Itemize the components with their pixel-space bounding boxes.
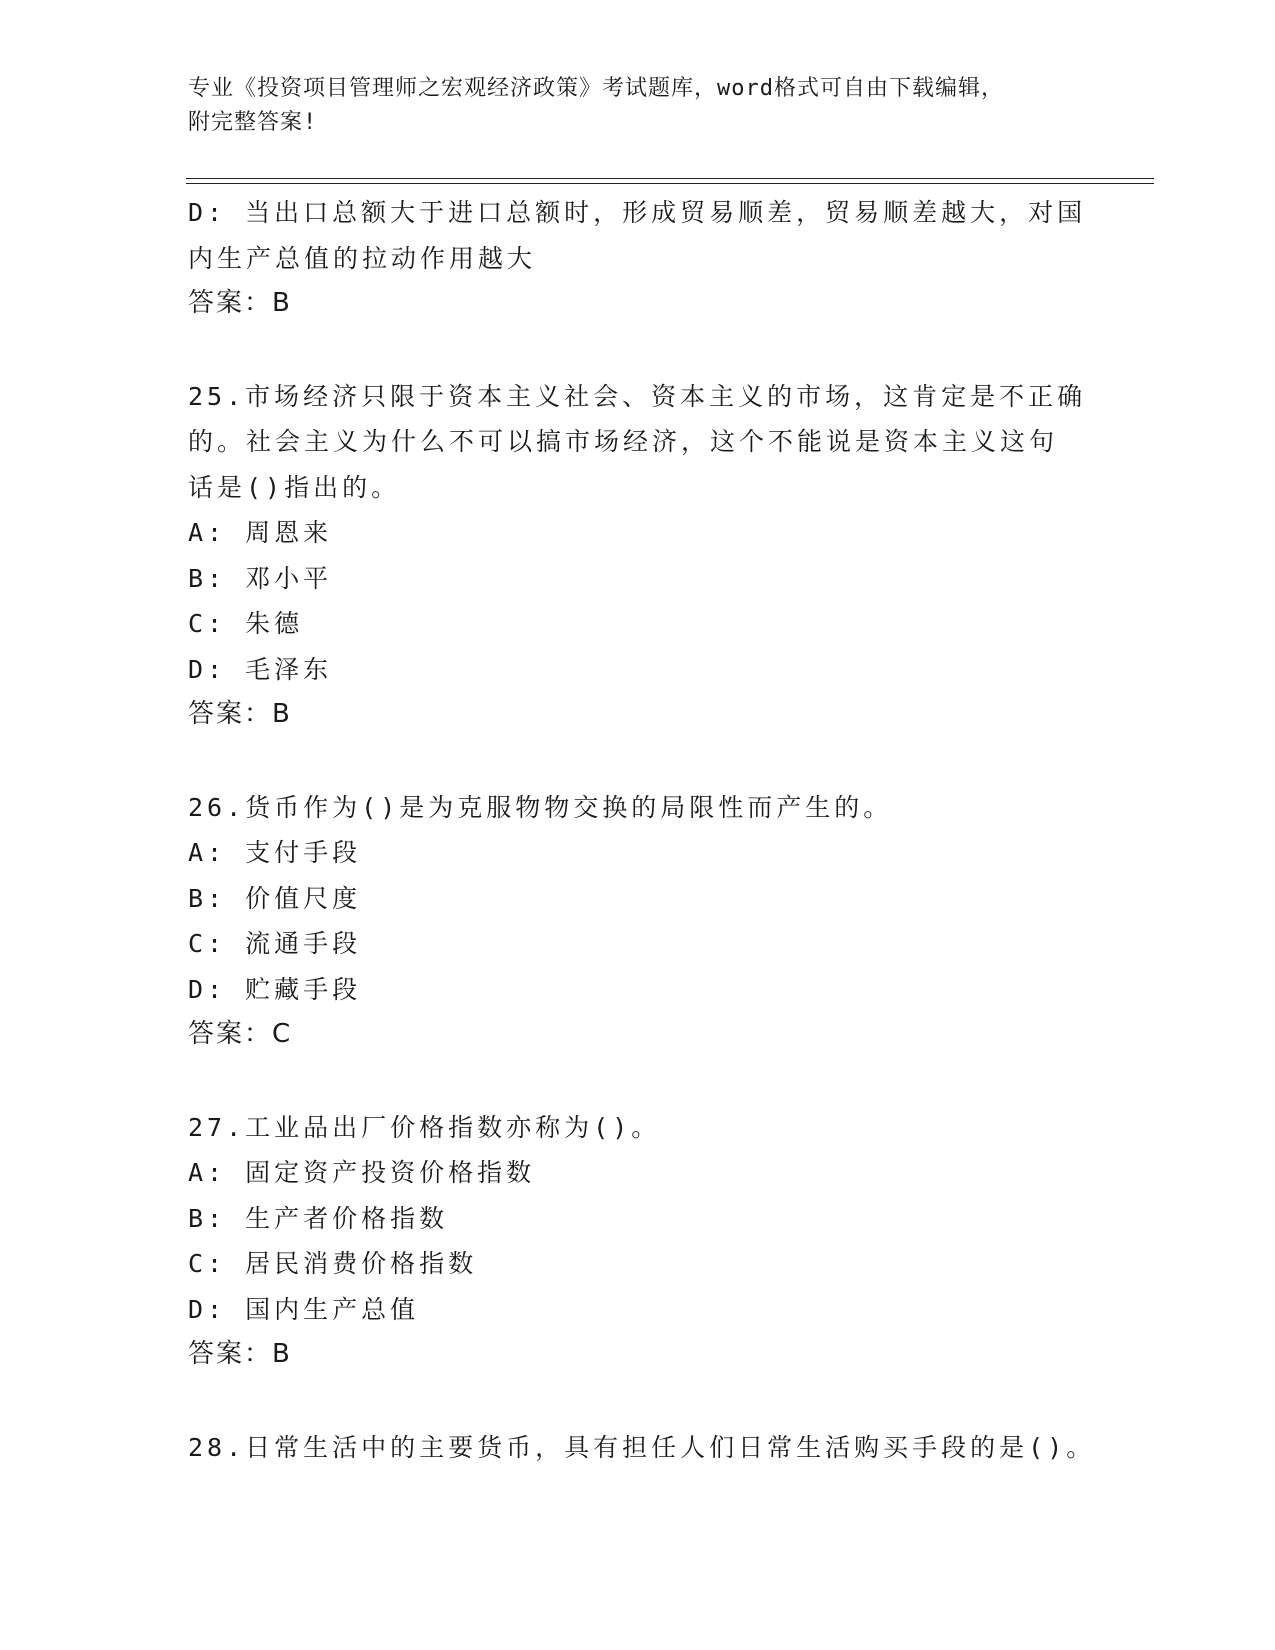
option-d: D: 国内生产总值: [188, 1294, 420, 1324]
spacer: [188, 327, 1088, 374]
spacer: [188, 1378, 1088, 1425]
answer-label: 答案：C: [188, 1019, 293, 1049]
option-a: A: 周恩来: [188, 518, 333, 547]
option-b: B: 价值尺度: [188, 883, 362, 913]
answer-label: 答案：B: [188, 699, 292, 729]
option-d: D: 毛泽东: [188, 654, 333, 684]
option-c: C: 居民消费价格指数: [188, 1249, 478, 1278]
question-text-line-1: 26.货币作为()是为克服物物交换的局限性而产生的。: [188, 792, 893, 822]
option-d-line-2: 内生产总值的拉动作用越大: [188, 243, 537, 273]
spacer: [188, 1058, 1088, 1105]
answer-label: 答案：B: [188, 288, 292, 318]
question-text-line-1: 28.日常生活中的主要货币，具有担任人们日常生活购买手段的是()。: [188, 1432, 1096, 1462]
question-text-line-2: 的。社会主义为什么不可以搞市场经济，这个不能说是资本主义这句: [188, 427, 1059, 456]
spacer: [188, 738, 1088, 785]
question-text-line-1: 27.工业品出厂价格指数亦称为()。: [188, 1112, 661, 1142]
question-25: [188, 374, 1088, 738]
question-list: [188, 190, 1096, 1470]
question-28: [188, 1425, 1096, 1471]
header-divider-top: [186, 178, 1154, 179]
option-a: A: 固定资产投资价格指数: [188, 1158, 536, 1187]
option-d: D: 贮藏手段: [188, 974, 362, 1004]
header-line-2: 附完整答案!: [188, 110, 318, 135]
option-a: A: 支付手段: [188, 838, 362, 867]
document-header: [188, 72, 1068, 140]
question-26: [188, 785, 1088, 1058]
option-c: C: 流通手段: [188, 929, 362, 958]
header-divider-bottom: [186, 183, 1154, 184]
option-b: B: 生产者价格指数: [188, 1203, 449, 1233]
question-text-line-1: 25.市场经济只限于资本主义社会、资本主义的市场，这肯定是不正确: [188, 381, 1087, 411]
answer-label: 答案：B: [188, 1339, 292, 1369]
question-27: [188, 1105, 1088, 1378]
option-b: B: 邓小平: [188, 563, 333, 593]
header-line-1: 专业《投资项目管理师之宏观经济政策》考试题库，word格式可自由下载编辑，: [188, 76, 1004, 101]
option-c: C: 朱德: [188, 609, 304, 638]
option-d-line-1: D: 当出口总额大于进口总额时，形成贸易顺差，贸易顺差越大，对国: [188, 198, 1087, 227]
question-text-line-3: 话是()指出的。: [188, 472, 401, 502]
question-24-tail: [188, 190, 1088, 327]
